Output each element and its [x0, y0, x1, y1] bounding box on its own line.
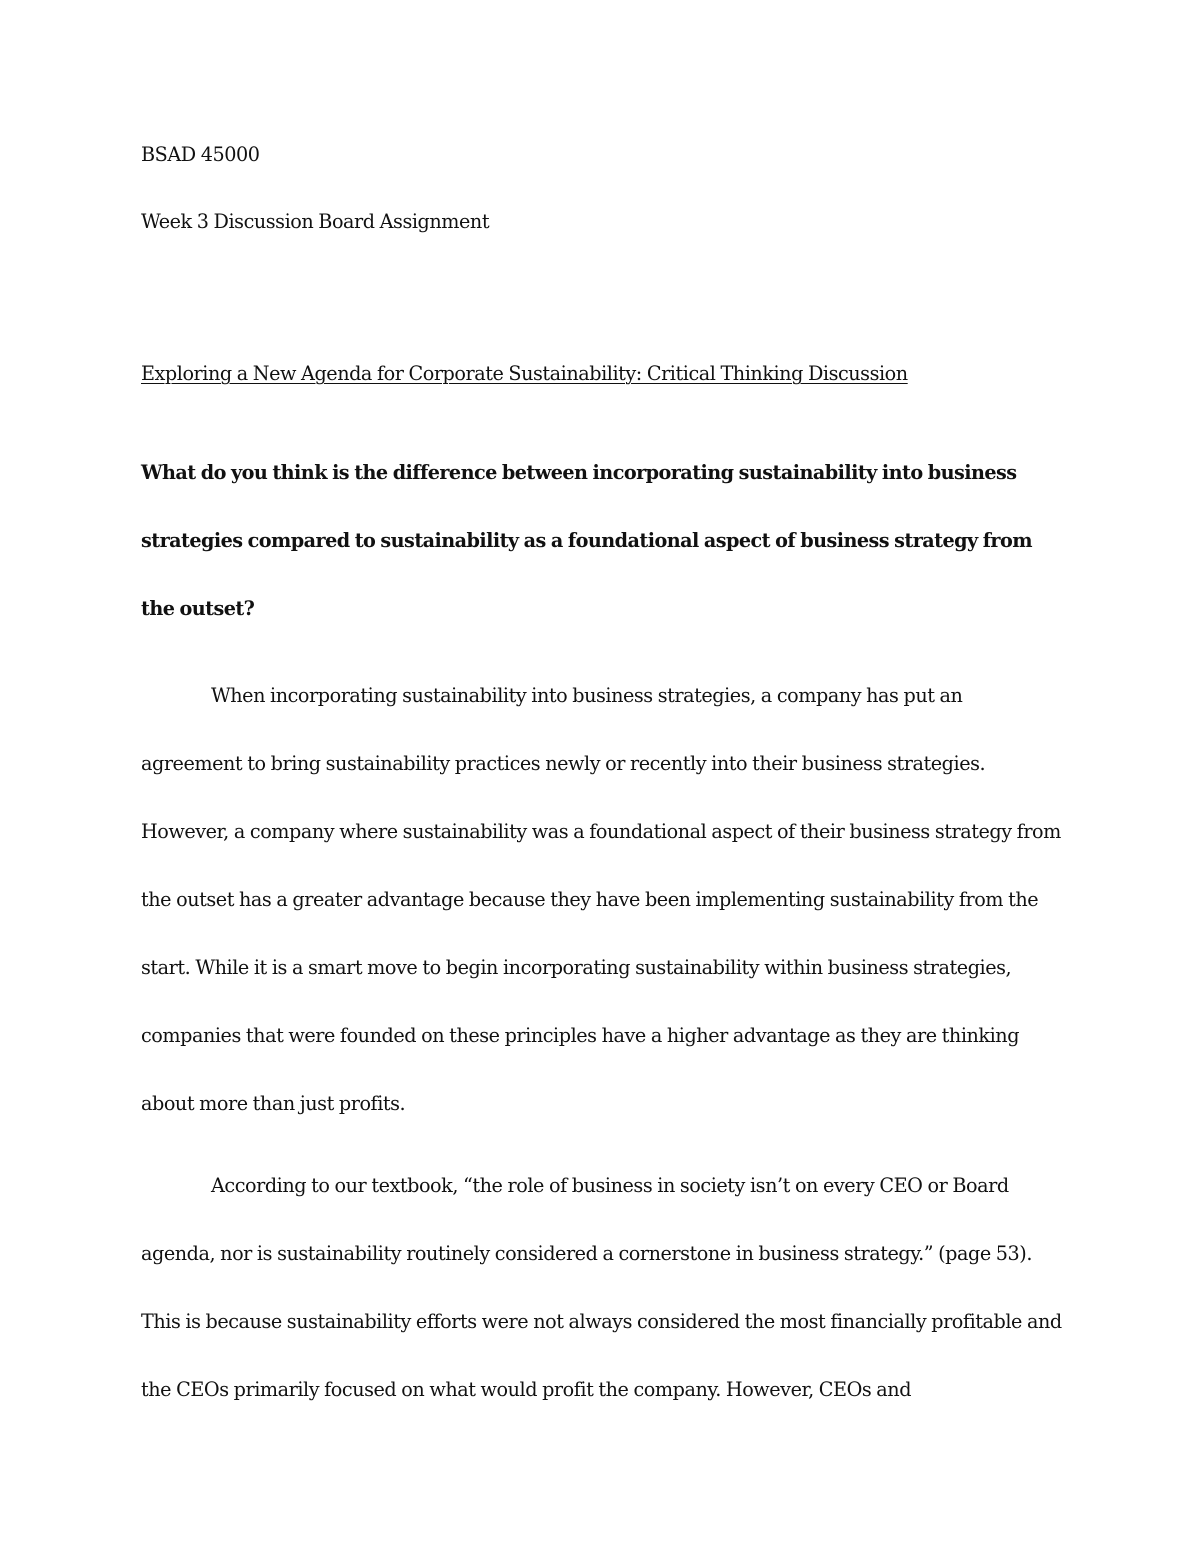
- discussion-question: What do you think is the difference between incorporating sustainability into business strategies compared to sustainability as a foundational aspect of business strategy from the outset?: [141, 461, 1032, 620]
- section-title: Exploring a New Agenda for Corporate Sustainability: Critical Thinking Discussion: [141, 362, 908, 385]
- assignment-title: Week 3 Discussion Board Assignment: [141, 210, 490, 233]
- body-paragraph-1: When incorporating sustainability into business strategies, a company has put an agreement to bring sustainability practices newly or recently into their business strategies. However, a company where sustainability was a foundational aspect of their business strategy from the outset has a greater advantage because they have been implementing sustainability from the start. While it is a smart move to begin incorporating sustainability within business strategies, companies that were founded on these principles have a higher advantage as they are thinking about more than just profits.: [141, 684, 1061, 1116]
- document-body: [141, 138, 1066, 1424]
- course-code: BSAD 45000: [141, 143, 260, 166]
- body-paragraph-2: According to our textbook, “the role of business in society isn’t on every CEO or Board agenda, nor is sustainability routinely considered a cornerstone in business strategy.” (page 53). This is because sustainability efforts were not always considered the most financially profitable and the CEOs primarily focused on what would profit the company. However, CEOs and: [141, 1174, 1062, 1402]
